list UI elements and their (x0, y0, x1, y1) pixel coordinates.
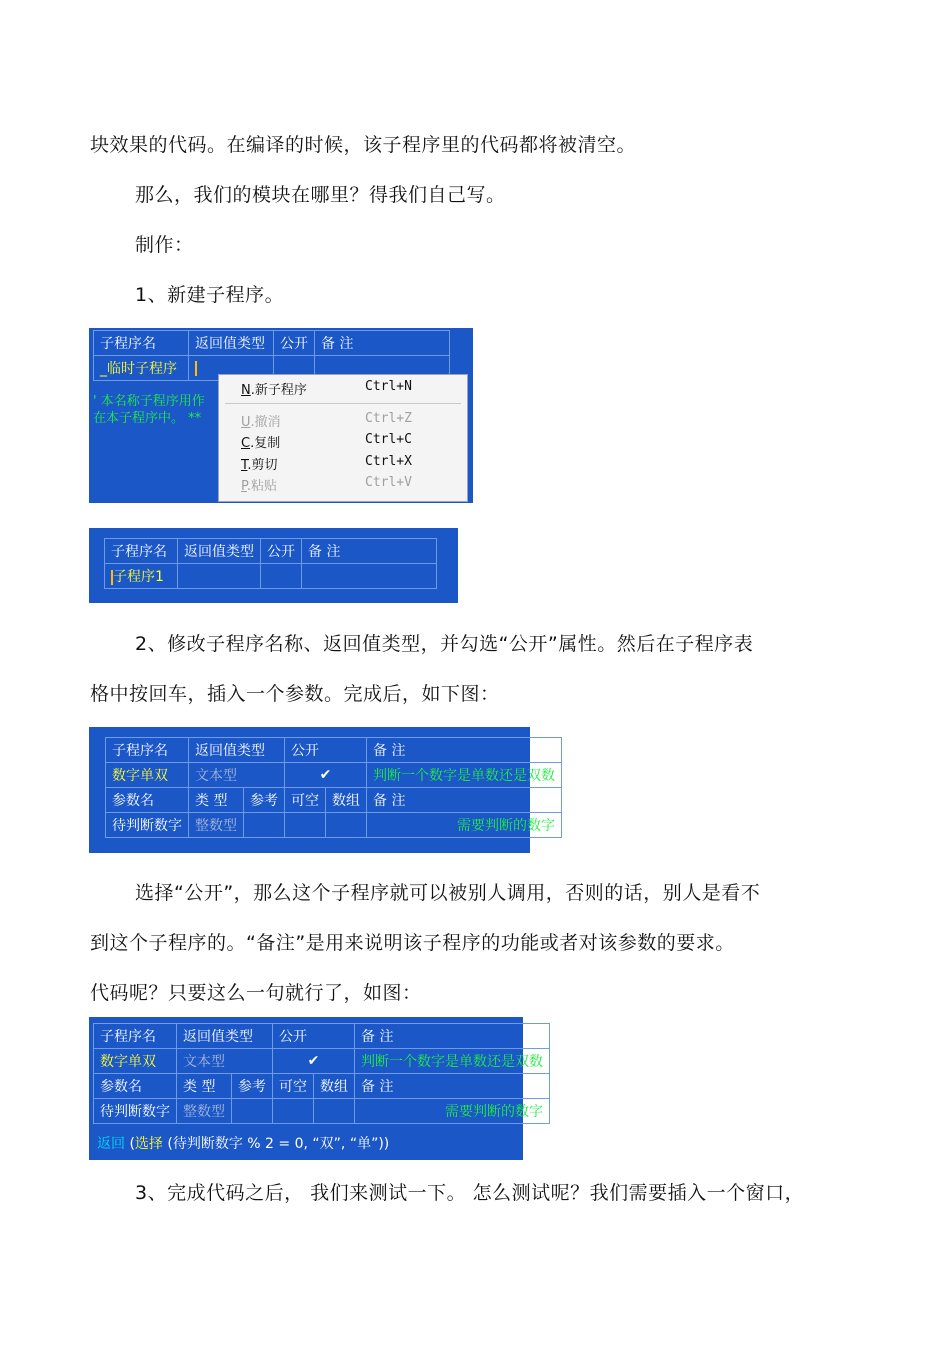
menu-item-undo[interactable]: U.撤消 Ctrl+Z (241, 411, 412, 430)
paragraph-3: 制作： (135, 234, 194, 256)
text-cursor (195, 361, 197, 376)
menu-item-new-subprogram[interactable]: N.新子程序 Ctrl+N (241, 379, 412, 398)
menu-item-paste[interactable]: P.粘贴 Ctrl+V (241, 475, 412, 494)
menu-shortcut-copy: Ctrl+C (365, 432, 412, 447)
menu-accel-p: P (241, 479, 247, 494)
header-public: 公开 (261, 539, 302, 564)
context-menu (218, 374, 468, 502)
code-line[interactable] (97, 1133, 389, 1153)
sub-name-cell[interactable] (94, 356, 189, 381)
header-array: 数组 (326, 788, 367, 813)
param-nullable-cell[interactable] (273, 1099, 314, 1124)
header-note: 备 注 (315, 331, 450, 356)
menu-label-cut: 剪切 (251, 458, 278, 473)
header-sub-name: 子程序名 (94, 331, 189, 356)
menu-accel-c: C (241, 436, 251, 451)
menu-label-new: 新子程序 (254, 383, 307, 398)
header-param-name: 参数名 (94, 1074, 177, 1099)
param-array-cell[interactable] (314, 1099, 355, 1124)
public-check-icon[interactable]: ✔ (273, 1049, 355, 1074)
screenshot-subprogram-with-param (89, 727, 555, 853)
return-type-cell[interactable]: 文本型 (189, 763, 285, 788)
header-ref: 参考 (232, 1074, 273, 1099)
code-keyword-return: 返回 (97, 1136, 125, 1152)
sub-name-cell[interactable]: 数字单双 (94, 1049, 177, 1074)
code-string-double: “双”, (312, 1136, 346, 1152)
sub-name-cell[interactable] (105, 564, 178, 589)
param-note-cell[interactable]: 需要判断的数字 (367, 813, 562, 838)
header-type: 类 型 (177, 1074, 232, 1099)
step-2-line-2: 格中按回车，插入一个参数。完成后，如下图： (90, 683, 500, 705)
menu-shortcut-paste: Ctrl+V (365, 475, 412, 490)
subprogram-table-3 (105, 737, 562, 838)
header-sub-name: 子程序名 (94, 1024, 177, 1049)
screenshot-subprogram-1 (89, 528, 458, 603)
header-public: 公开 (273, 1024, 355, 1049)
menu-label-paste: 粘贴 (250, 479, 277, 494)
header-note: 备 注 (302, 539, 437, 564)
header-public: 公开 (285, 738, 367, 763)
menu-label-undo: 撤消 (254, 415, 281, 430)
param-array-cell[interactable] (326, 813, 367, 838)
step-1-heading: 1、新建子程序。 (135, 284, 285, 306)
note-cell[interactable]: 判断一个数字是单数还是双数 (355, 1049, 550, 1074)
header-param-note: 备 注 (367, 788, 562, 813)
header-array: 数组 (314, 1074, 355, 1099)
menu-shortcut-new: Ctrl+N (365, 379, 412, 394)
sub-name-cell[interactable]: 数字单双 (106, 763, 189, 788)
header-param-name: 参数名 (106, 788, 189, 813)
param-name-cell[interactable]: 待判断数字 (106, 813, 189, 838)
code-keyword-select: 选择 (134, 1136, 163, 1152)
return-type-cell[interactable] (178, 564, 261, 589)
code-expression: (待判断数字 % 2 = 0, (167, 1136, 308, 1152)
header-return-type: 返回值类型 (177, 1024, 273, 1049)
code-close-paren: )) (378, 1136, 390, 1152)
header-nullable: 可空 (273, 1074, 314, 1099)
paragraph-public-line-2: 到这个子程序的。“备注”是用来说明该子程序的功能或者对该参数的要求。 (90, 932, 735, 954)
screenshot-with-code (89, 1017, 543, 1160)
step-3-line: 3、完成代码之后， 我们来测试一下。 怎么测试呢？我们需要插入一个窗口， (135, 1182, 805, 1204)
paragraph-2: 那么，我们的模块在哪里？得我们自己写。 (135, 184, 506, 206)
menu-item-cut[interactable]: T.剪切 Ctrl+X (241, 454, 412, 473)
menu-shortcut-cut: Ctrl+X (365, 454, 412, 469)
param-type-cell[interactable]: 整数型 (189, 813, 244, 838)
comment-line-2: 在本子程序中。 ** (93, 411, 202, 426)
header-ref: 参考 (244, 788, 285, 813)
public-check-icon[interactable]: ✔ (285, 763, 367, 788)
header-sub-name: 子程序名 (106, 738, 189, 763)
screenshot-new-subprogram (89, 328, 473, 503)
sub-name-text: 子程序1 (113, 569, 164, 585)
header-type: 类 型 (189, 788, 244, 813)
header-note: 备 注 (367, 738, 562, 763)
note-cell[interactable] (302, 564, 437, 589)
sub-name-text: _临时子程序 (100, 361, 177, 377)
menu-accel-u: U (241, 415, 251, 430)
param-ref-cell[interactable] (244, 813, 285, 838)
header-return-type: 返回值类型 (178, 539, 261, 564)
menu-accel-t: T (241, 458, 248, 473)
comment-line-1: ' 本名称子程序用作 (93, 394, 205, 409)
menu-separator (225, 403, 461, 404)
header-return-type: 返回值类型 (189, 738, 285, 763)
code-string-single: “单” (349, 1136, 379, 1152)
header-nullable: 可空 (285, 788, 326, 813)
menu-accel-n: N (241, 383, 251, 398)
header-sub-name: 子程序名 (105, 539, 178, 564)
menu-shortcut-undo: Ctrl+Z (365, 411, 412, 426)
return-type-cell[interactable]: 文本型 (177, 1049, 273, 1074)
paragraph-code: 代码呢？只要这么一句就行了，如图： (90, 982, 422, 1004)
paragraph-1: 块效果的代码。在编译的时候，该子程序里的代码都将被清空。 (90, 134, 637, 156)
header-note: 备 注 (355, 1024, 550, 1049)
public-cell[interactable] (261, 564, 302, 589)
paragraph-public-line-1: 选择“公开”，那么这个子程序就可以被别人调用，否则的话，别人是看不 (135, 882, 761, 904)
menu-item-copy[interactable]: C.复制 Ctrl+C (241, 432, 412, 451)
param-note-cell[interactable]: 需要判断的数字 (355, 1099, 550, 1124)
subprogram-table-4 (93, 1023, 550, 1124)
note-cell[interactable]: 判断一个数字是单数还是双数 (367, 763, 562, 788)
subprogram-table-2 (104, 538, 437, 589)
param-ref-cell[interactable] (232, 1099, 273, 1124)
step-2-line-1: 2、修改子程序名称、返回值类型，并勾选“公开”属性。然后在子程序表 (135, 633, 754, 655)
code-open-paren: ( (129, 1136, 135, 1152)
menu-label-copy: 复制 (254, 436, 281, 451)
header-return-type: 返回值类型 (189, 331, 274, 356)
header-param-note: 备 注 (355, 1074, 550, 1099)
param-name-cell[interactable]: 待判断数字 (94, 1099, 177, 1124)
header-public: 公开 (274, 331, 315, 356)
param-nullable-cell[interactable] (285, 813, 326, 838)
param-type-cell[interactable]: 整数型 (177, 1099, 232, 1124)
